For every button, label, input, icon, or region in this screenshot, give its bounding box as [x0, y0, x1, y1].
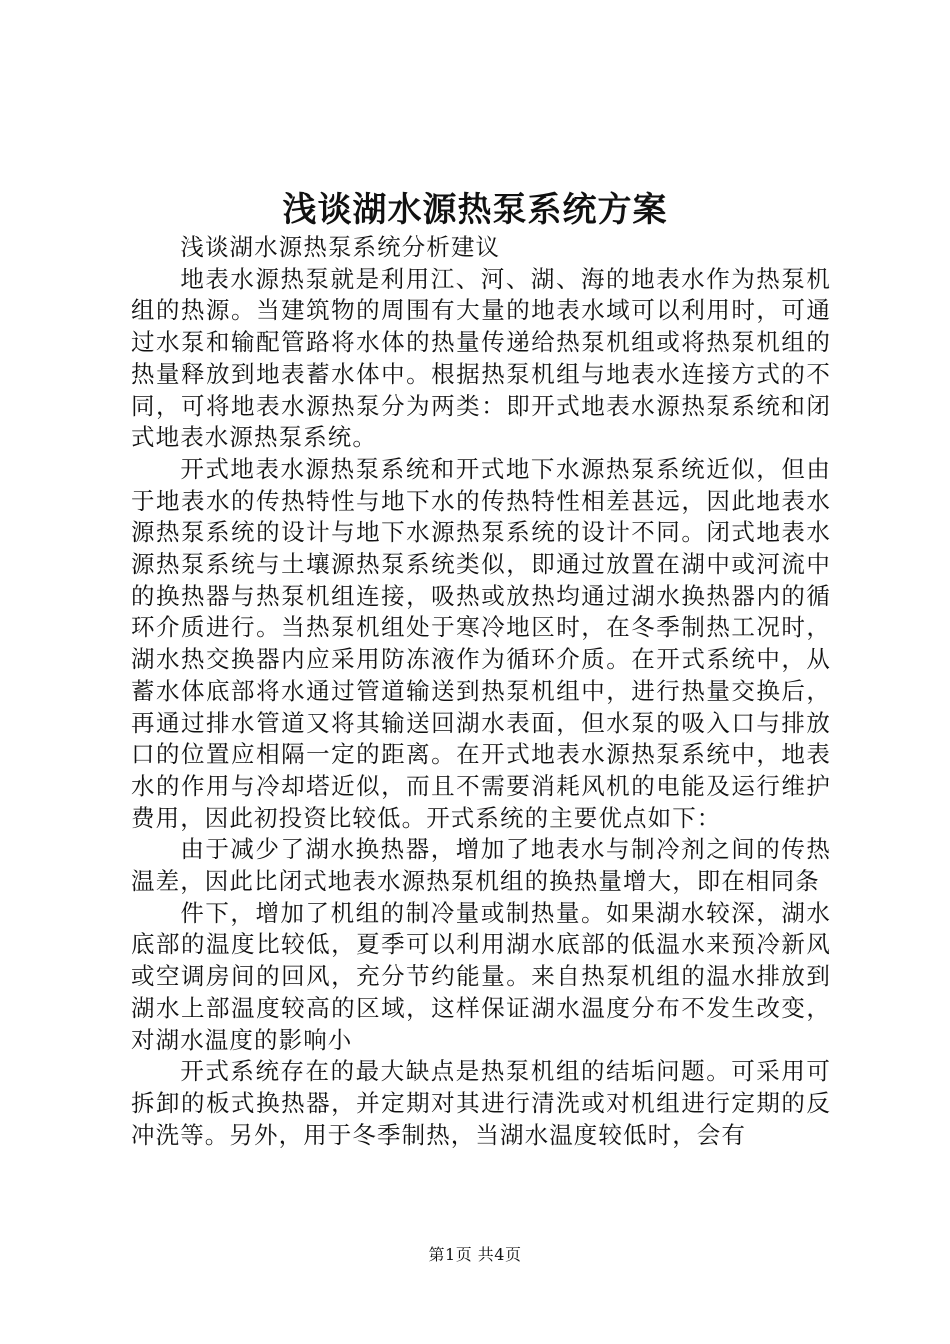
document-subtitle: 浅谈湖水源热泵系统分析建议 — [180, 233, 501, 261]
document-title: 浅谈湖水源热泵系统方案 — [282, 190, 668, 230]
paragraph-2: 开式地表水源热泵系统和开式地下水源热泵系统近似，但由于地表水的传热特性与地下水的传热特性相差甚远，因此地表水源热泵系统的设计与地下水源热泵系统的设计不同。闭式地表水源热泵系统与土壤源热泵系统类似，即通过放置在湖中或河流中的换热器与热泵机组连接，吸热或放热均通过湖水换热器内的循环介质进行。当热泵机组处于寒冷地区时，在冬季制热工况时，湖水热交换器内应采用防冻液作为循环介质。在开式系统中，从蓄水体底部将水通过管道输送到热泵机组中，进行热量交换后，再通过排水管道又将其输送回湖水表面，但水泵的吸入口与排放口的位置应相隔一定的距离。在开式地表水源热泵系统中，地表水的作用与冷却塔近似，而且不需要消耗风机的电能及运行维护费用，因此初投资比较低。开式系统的主要优点如下： — [131, 454, 831, 832]
paragraph-5: 开式系统存在的最大缺点是热泵机组的结垢问题。可采用可拆卸的板式换热器，并定期对其进行清洗或对机组进行定期的反冲洗等。另外，用于冬季制热，当湖水温度较低时，会有 — [131, 1057, 831, 1149]
document-body — [131, 232, 831, 1151]
paragraph-1: 地表水源热泵就是利用江、河、湖、海的地表水作为热泵机组的热源。当建筑物的周围有大量的地表水域可以利用时，可通过水泵和输配管路将水体的热量传递给热泵机组或将热泵机组的热量释放到地表蓄水体中。根据热泵机组与地表水连接方式的不同，可将地表水源热泵分为两类：即开式地表水源热泵系统和闭式地表水源热泵系统。 — [131, 264, 831, 452]
paragraph-4: 件下，增加了机组的制冷量或制热量。如果湖水较深，湖水底部的温度比较低，夏季可以利用湖水底部的低温水来预冷新风或空调房间的回风，充分节约能量。来自热泵机组的温水排放到湖水上部温度较高的区域，这样保证湖水温度分布不发生改变，对湖水温度的影响小 — [131, 898, 831, 1054]
page-number-footer: 第1页 共4页 — [428, 1245, 522, 1264]
paragraph-3: 由于减少了湖水换热器，增加了地表水与制冷剂之间的传热温差，因此比闭式地表水源热泵机组的换热量增大，即在相同条 — [131, 835, 831, 896]
